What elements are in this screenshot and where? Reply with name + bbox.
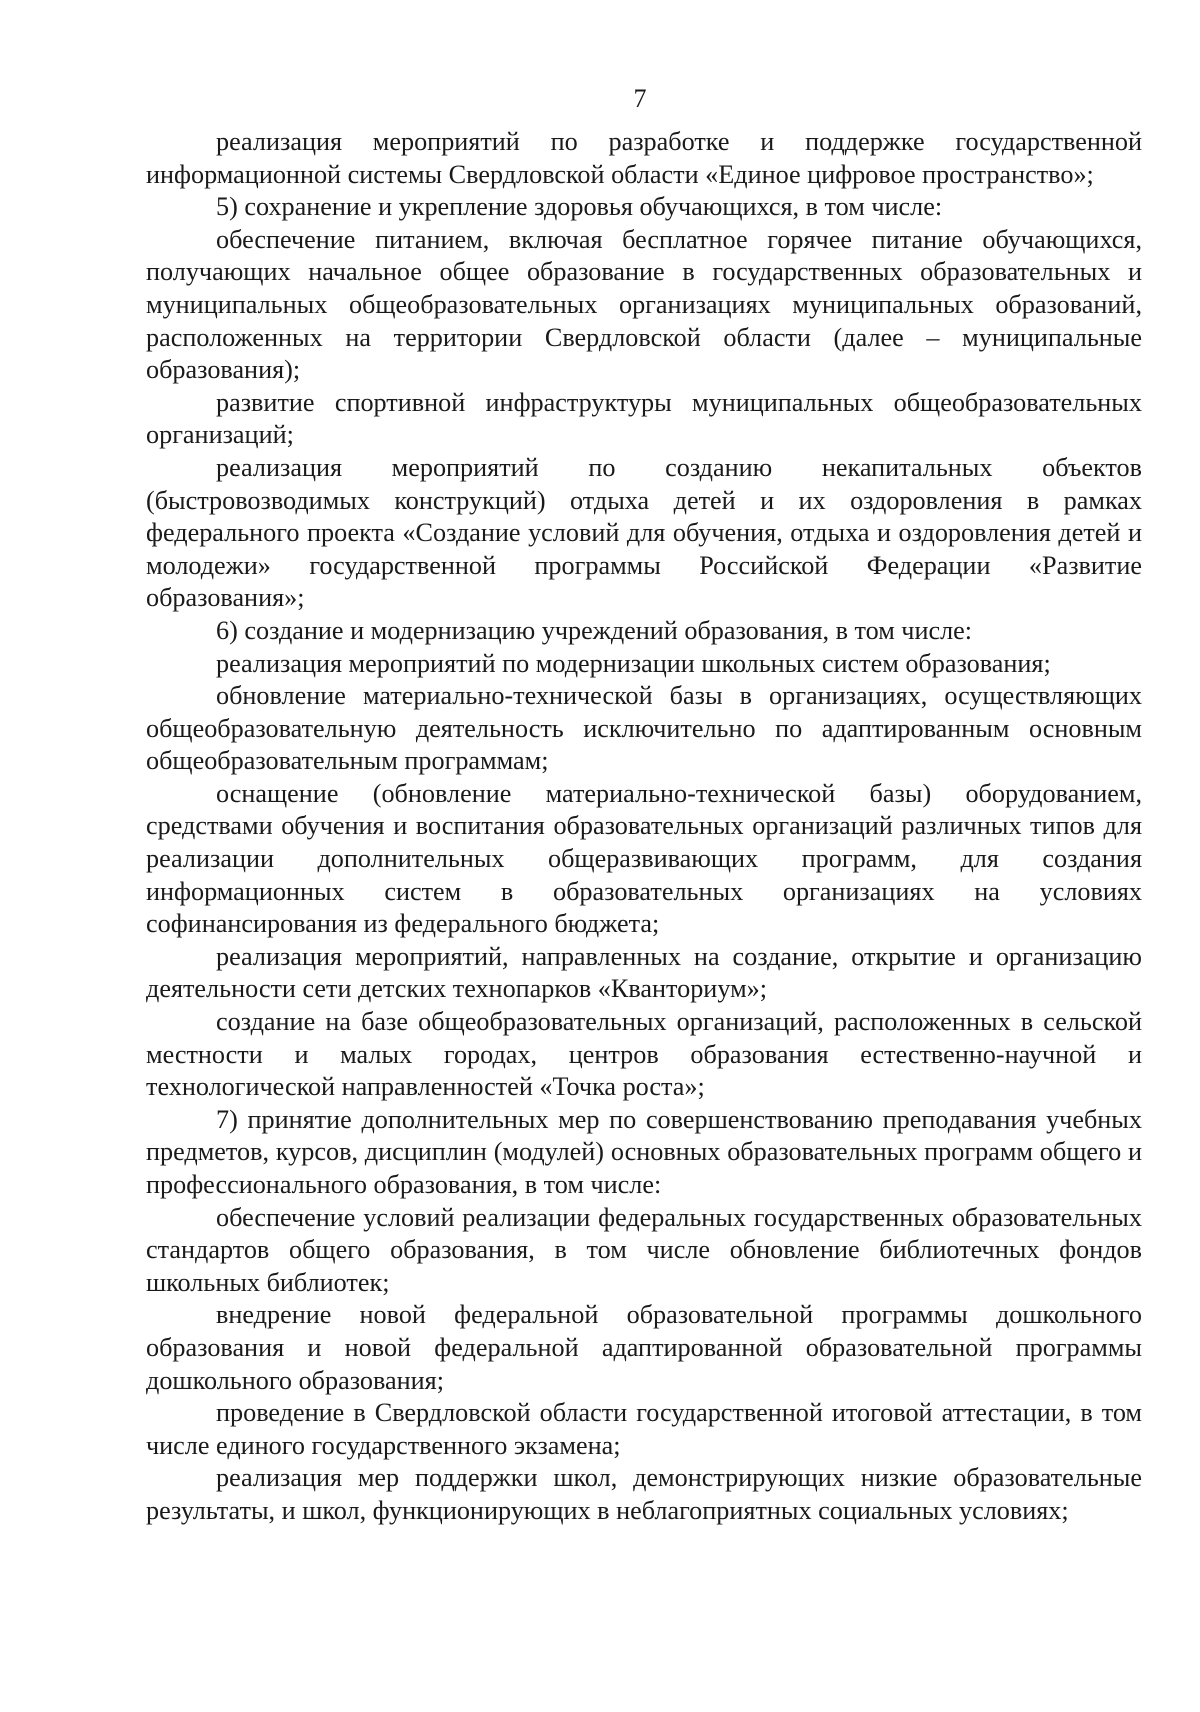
paragraph-material-base-update: обновление материально-технической базы в организациях, осуществляющих общеобразовательную деятельность исключительно по адаптированным основным общеобразовательным программам;: [146, 681, 1142, 776]
paragraph-tochka-rosta: создание на базе общеобразовательных организаций, расположенных в сельской местности и малых городах, центров образования естественно-научной и технологической направленностей «Точка роста»;: [146, 1007, 1142, 1102]
paragraph-non-capital-objects: реализация мероприятий по созданию некапитальных объектов (быстровозводимых конструкций) отдыха детей и их оздоровления в рамках федерального проекта «Создание условий для обучения, отдыха и оздоровления детей и молодежи» государственной программы Российской Федерации «Развитие образования»;: [146, 452, 1142, 613]
paragraph-fgos-libraries: обеспечение условий реализации федеральных государственных образовательных стандартов общего образования, в том числе обновление библиотечных фондов школьных библиотек;: [146, 1202, 1142, 1297]
paragraph-school-support: реализация мер поддержки школ, демонстрирующих низкие образовательные результаты, и школ, функционирующих в неблагоприятных социальных условиях;: [146, 1463, 1142, 1525]
paragraph-preschool-program: внедрение новой федеральной образовательной программы дошкольного образования и новой федеральной адаптированной образовательной программы дошкольного образования;: [146, 1300, 1142, 1395]
document-body: [146, 126, 1142, 1528]
paragraph-sports-infrastructure: развитие спортивной инфраструктуры муниципальных общеобразовательных организаций;: [146, 387, 1142, 450]
paragraph-state-attestation: проведение в Свердловской области государственной итоговой аттестации, в том числе единого государственного экзамена;: [146, 1398, 1142, 1460]
paragraph-equipment-supply: оснащение (обновление материально-технической базы) оборудованием, средствами обучения и воспитания образовательных организаций различных типов для реализации дополнительных общеразвивающих программ, для создания информационных систем в образовательных организациях на условиях софинансирования из федерального бюджета;: [146, 778, 1142, 939]
paragraph-free-hot-meals: обеспечение питанием, включая бесплатное горячее питание обучающихся, получающих начальное общее образование в государственных образовательных и муниципальных общеобразовательных организациях муниципальных образований, расположенных на территории Свердловской области (далее – муниципальные образования);: [146, 224, 1142, 385]
paragraph-item-7-teaching: 7) принятие дополнительных мер по совершенствованию преподавания учебных предметов, курсов, дисциплин (модулей) основных образовательных программ общего и профессионального образования, в том числе:: [146, 1104, 1142, 1199]
paragraph-school-systems: реализация мероприятий по модернизации школьных систем образования;: [216, 648, 1051, 678]
paragraph-item-6-modernization: 6) создание и модернизацию учреждений образования, в том числе:: [216, 615, 973, 645]
paragraph-item-5-health: 5) сохранение и укрепление здоровья обучающихся, в том числе:: [216, 192, 943, 222]
page-number: 7: [633, 84, 647, 113]
paragraph-kvantorium: реализация мероприятий, направленных на создание, открытие и организацию деятельности сети детских технопарков «Кванториум»;: [146, 941, 1142, 1004]
paragraph-gis-digital-space: реализация мероприятий по разработке и поддержке государственной информационной системы Свердловской области «Единое цифровое пространство»;: [146, 127, 1142, 189]
